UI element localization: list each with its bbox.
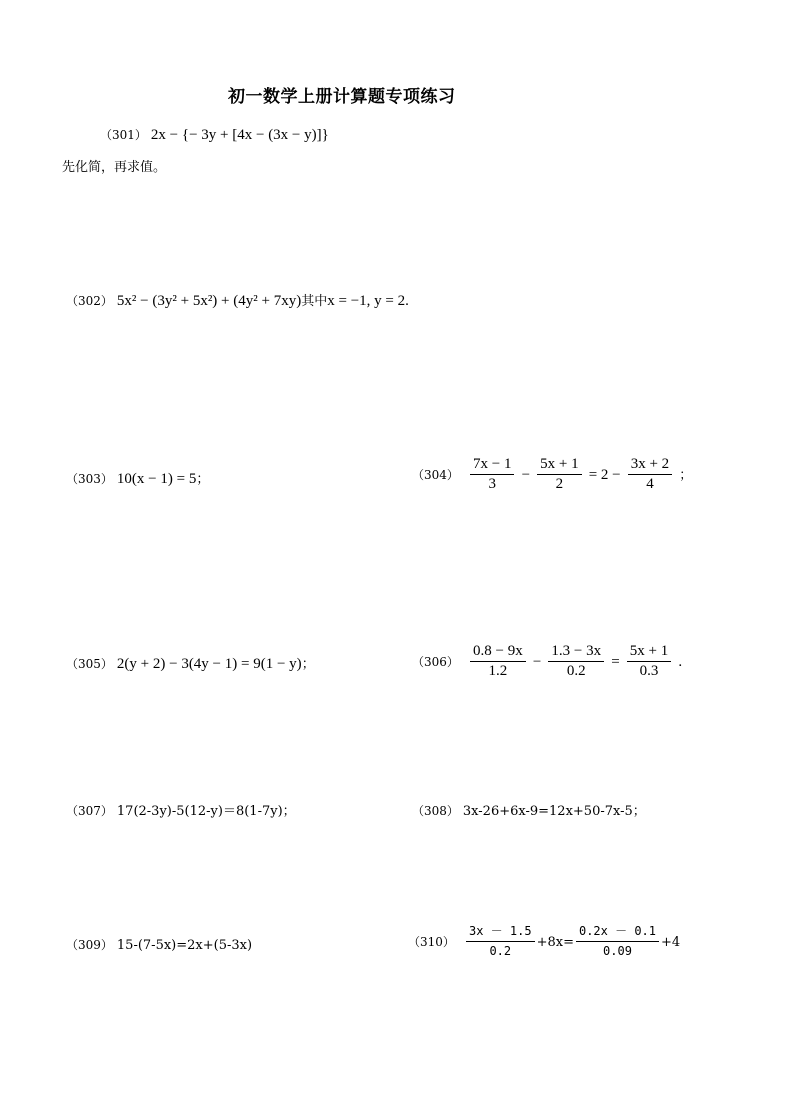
fraction	[628, 455, 672, 494]
problem-number: （308）	[412, 804, 459, 818]
operator: −	[521, 467, 531, 483]
condition-values: x = −1, y = 2.	[327, 293, 409, 309]
operator: −	[532, 654, 542, 670]
problem-308	[412, 800, 646, 819]
operator: +8x=	[536, 935, 574, 950]
numerator: 5x + 1	[537, 455, 581, 475]
problem-303	[66, 468, 209, 488]
fraction	[470, 455, 514, 494]
problem-expression: 17(2-3y)-5(12-y)＝8(1-7y)；	[116, 804, 296, 819]
problem-end: ；	[196, 472, 210, 487]
numerator: 7x − 1	[470, 455, 514, 475]
problem-310	[408, 922, 680, 961]
numerator: 5x + 1	[627, 642, 671, 662]
fraction	[627, 642, 671, 681]
problem-number: （305）	[66, 657, 113, 671]
operator: =	[611, 654, 620, 670]
page-title: 初一数学上册计算题专项练习	[228, 87, 456, 107]
condition-label: 其中	[301, 294, 328, 309]
denominator: 3	[488, 476, 496, 492]
numerator: 0.8 − 9x	[470, 642, 526, 662]
operator: = 2 −	[588, 467, 621, 483]
numerator: 1.3 − 3x	[548, 642, 604, 662]
problem-end: +4	[661, 935, 681, 950]
denominator: 2	[555, 476, 564, 492]
problem-expression: 5x² − (3y² + 5x²) + (4y² + 7xy)	[116, 293, 302, 309]
problem-expression: 2x − {− 3y + [4x − (3x − y)]}	[150, 127, 329, 143]
problem-expression: 15-(7-5x)=2x+(5-3x)	[116, 938, 253, 953]
fraction	[470, 642, 526, 681]
problem-304	[412, 455, 692, 494]
denominator: 0.2	[489, 944, 512, 958]
problem-expression: 10(x − 1) = 5	[116, 471, 197, 487]
denominator: 0.3	[639, 663, 659, 679]
problem-302	[66, 290, 409, 310]
denominator: 1.2	[488, 663, 508, 679]
problem-number: （304）	[412, 468, 459, 482]
fraction	[537, 455, 581, 494]
denominator: 0.2	[566, 663, 586, 679]
problem-305	[66, 653, 315, 673]
fraction	[576, 922, 659, 961]
problem-number: （309）	[66, 938, 113, 952]
problem-end: .	[678, 654, 683, 670]
problem-307	[66, 800, 296, 819]
problem-number: （301）	[100, 128, 147, 142]
problem-expression: 2(y + 2) − 3(4y − 1) = 9(1 − y)	[116, 656, 302, 672]
problem-number: （310）	[408, 935, 455, 949]
problem-end: ；	[301, 657, 315, 672]
problem-number: （303）	[66, 472, 113, 486]
problem-306	[412, 642, 682, 681]
numerator: 3x + 2	[628, 455, 672, 475]
problem-end: ；	[679, 468, 693, 483]
problem-301	[100, 124, 329, 144]
fraction	[548, 642, 604, 681]
instruction-text: 先化简，再求值。	[62, 160, 167, 175]
numerator: 0.2x － 0.1	[576, 922, 659, 942]
problem-309	[66, 934, 252, 953]
problem-expression: 3x-26+6x-9=12x+50-7x-5；	[462, 804, 646, 819]
problem-number: （307）	[66, 804, 113, 818]
denominator: 4	[646, 476, 654, 492]
problem-number: （302）	[66, 294, 113, 308]
fraction	[466, 922, 535, 961]
numerator: 3x － 1.5	[466, 922, 535, 942]
denominator: 0.09	[603, 944, 632, 958]
problem-number: （306）	[412, 655, 459, 669]
